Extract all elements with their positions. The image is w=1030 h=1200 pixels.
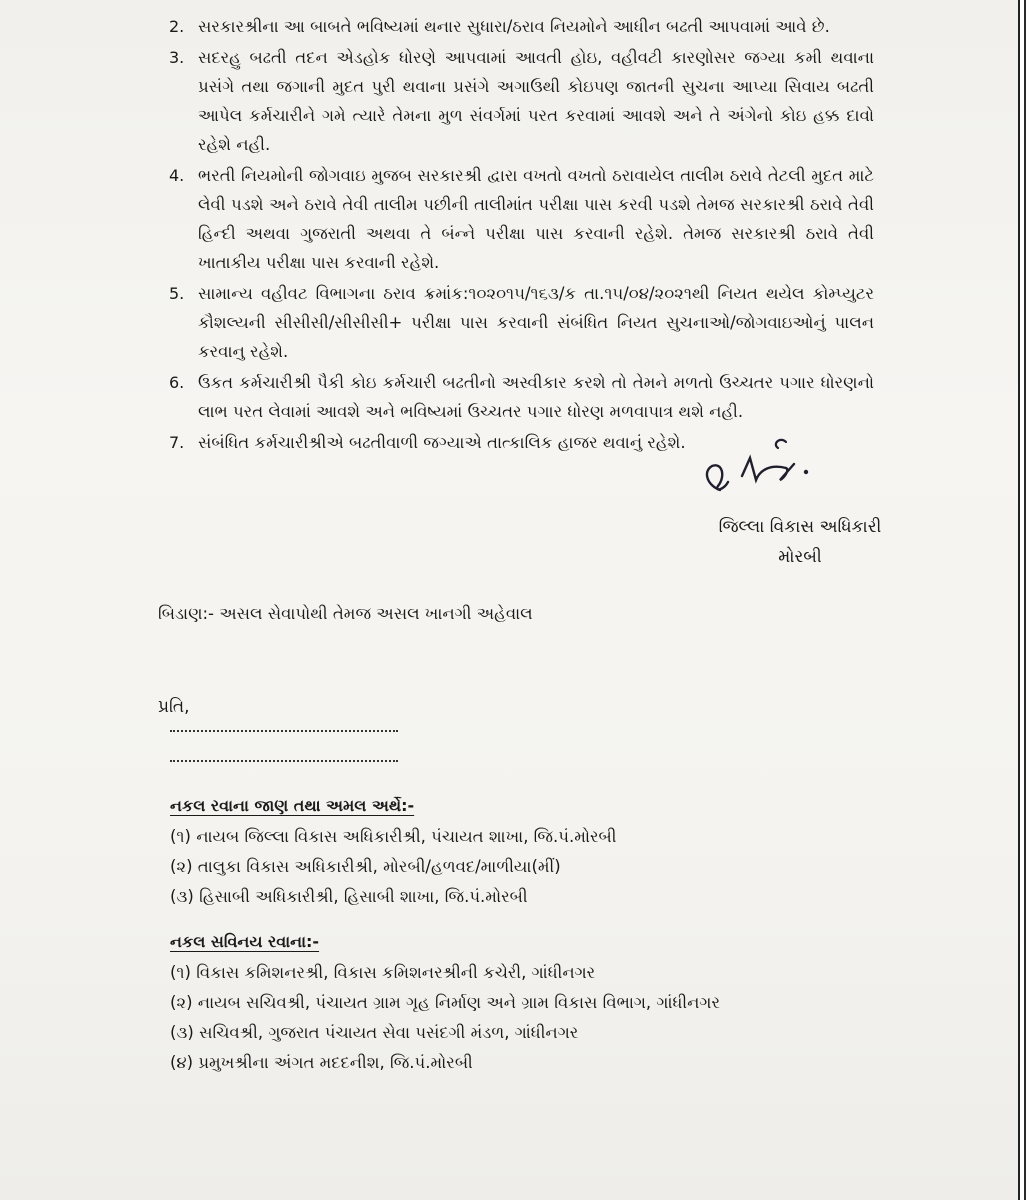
copy-respect-section — [170, 932, 720, 1078]
item-text: સામાન્ય વહીવટ વિભાગના ઠરાવ ક્રમાંક:૧૦૨૦૧૫/૧૬૩/ક તા.૧૫/૦૪/૨૦૨૧થી નિયત થયેલ કોમ્પ્યુટર કૌશલ્યની સીસીસી/સીસીસી+ પરીક્ષા પાસ કરવાની સંબંધિત નિયત સુચનાઓ/જોગવાઇઓનું પાલન કરવાનુ રહેશે. — [198, 284, 874, 361]
copy-info-section — [170, 796, 617, 912]
conditions-list — [169, 12, 874, 459]
enclosure-line: બિડાણ:- અસલ સેવાપોથી તેમજ અસલ ખાનગી અહેવાલ — [158, 604, 533, 623]
item-text: સરકારશ્રીના આ બાબતે ભવિષ્યમાં થનાર સુધારા/ઠરાવ નિયમોને આધીન બઢતી આપવામાં આવે છે. — [198, 17, 830, 36]
item-text: ભરતી નિયમોની જોગવાઇ મુજબ સરકારશ્રી દ્વારા વખતો વખતો ઠરાવાયેલ તાલીમ ઠરાવે તેટલી મુદત માટે લેવી પડશે અને ઠરાવે તેવી તાલીમ પછીની તાલીમાંત પરીક્ષા પાસ કરવી પડશે તેમજ સરકારશ્રી ઠરાવે તેવી હિન્દી અથવા ગુજરાતી અથવા તે બંન્ને પરીક્ષા પાસ કરવાની રહેશે. તેમજ સરકારશ્રી ઠરાવે તેવી ખાતાકીય પરીક્ષા પાસ કરવાની રહેશે. — [198, 166, 874, 272]
copy-recipient: (૧) વિકાસ કમિશનરશ્રી, વિકાસ કમિશનરશ્રીની કચેરી, ગાંધીનગર — [170, 963, 596, 982]
item-text: સદરહુ બઢતી તદન એડહોક ધોરણે આપવામાં આવતી હોઇ, વહીવટી કારણોસર જગ્યા કમી થવાના પ્રસંગે તથા જગાની મુદત પુરી થવાના પ્રસંગે અગાઉથી કોઇપણ જાતની સુચના આપ્યા સિવાય બઢતી આપેલ કર્મચારીને ગમે ત્યારે તેમના મુળ સંવર્ગમાં પરત કરવામાં આવશે અને તે અંગેનો કોઇ હક્ક દાવો રહેશે નહી. — [198, 48, 874, 154]
addressee-label: પ્રતિ, — [158, 697, 190, 717]
item-number: 2. — [169, 17, 185, 36]
list-item — [169, 161, 874, 277]
item-text: ઉકત કર્મચારીશ્રી પૈકી કોઇ કર્મચારી બઢતીનો અસ્વીકાર કરશે તો તેમને મળતો ઉચ્ચતર પગાર ધોરણનો લાભ પરત લેવામાં આવશે અને ભવિષ્યમાં ઉચ્ચતર પગાર ધોરણ મળવાપાત્ર થશે નહી. — [198, 373, 874, 421]
copy-recipient: (૩) સચિવશ્રી, ગુજરાત પંચાયત સેવા પસંદગી મંડળ, ગાંધીનગર — [170, 1023, 579, 1042]
copy-recipient: (૨) નાયબ સચિવશ્રી, પંચાયત ગ્રામ ગૃહ નિર્માણ અને ગ્રામ વિકાસ વિભાગ, ગાંધીનગર — [170, 993, 720, 1012]
list-item — [169, 12, 874, 41]
list-item — [169, 368, 874, 426]
copy-recipient: (૩) હિસાબી અધિકારીશ્રી, હિસાબી શાખા, જિ.પં.મોરબી — [170, 887, 528, 906]
signature-image — [690, 428, 840, 508]
item-number: 7. — [169, 433, 185, 452]
item-number: 3. — [169, 48, 185, 67]
list-item — [169, 43, 874, 159]
list-item — [169, 279, 874, 366]
officer-place: મોરબી — [778, 547, 822, 567]
copy-respect-heading: નકલ સવિનય રવાના:- — [170, 932, 320, 951]
item-number: 5. — [169, 284, 185, 303]
copy-recipient: (૪) પ્રમુખશ્રીના અંગત મદદનીશ, જિ.પં.મોરબી — [170, 1053, 473, 1072]
addressee-blank-line — [170, 760, 398, 762]
item-text: સંબંધિત કર્મચારીશ્રીએ બઢતીવાળી જગ્યાએ તાત્કાલિક હાજર થવાનું રહેશે. — [198, 433, 686, 452]
copy-recipient: (૨) તાલુકા વિકાસ અધિકારીશ્રી, મોરબી/હળવદ/માળીયા(મીં) — [170, 857, 561, 876]
signature-stroke — [776, 440, 786, 448]
addressee-blank-line — [170, 730, 398, 732]
item-number: 4. — [169, 166, 185, 185]
signature-stroke — [742, 458, 794, 480]
page-edge-divider — [1024, 0, 1026, 1200]
signature-dot — [804, 470, 808, 474]
officer-designation: જિલ્લા વિકાસ અધિકારી — [718, 517, 882, 537]
item-number: 6. — [169, 373, 185, 392]
copy-info-heading: નકલ રવાના જાણ તથા અમલ અર્થે:- — [170, 796, 415, 815]
signature-stroke — [707, 465, 728, 490]
signatory-block — [700, 512, 900, 572]
copy-recipient: (૧) નાયબ જિલ્લા વિકાસ અધિકારીશ્રી, પંચાયત શાખા, જિ.પં.મોરબી — [170, 827, 617, 846]
